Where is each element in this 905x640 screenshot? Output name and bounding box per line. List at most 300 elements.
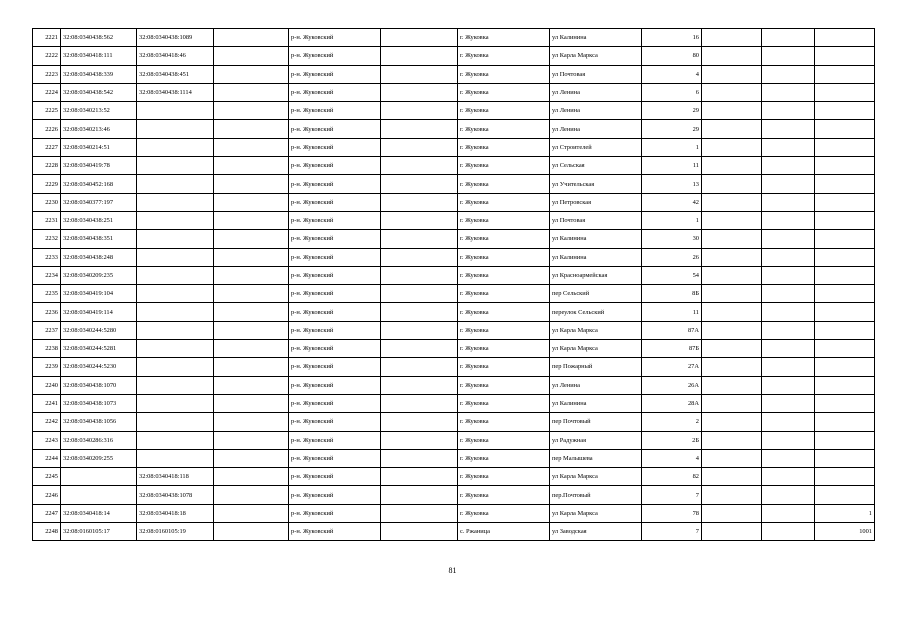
empty-cell <box>762 376 815 394</box>
district-cell: р-н. Жуковский <box>289 413 381 431</box>
locality-cell: г. Жуковка <box>458 394 550 412</box>
page-number: 81 <box>448 566 457 575</box>
table-body <box>33 29 875 541</box>
house-number-cell: 11 <box>642 157 702 175</box>
street-cell: ул Карла Маркса <box>550 47 642 65</box>
extra-value-cell <box>815 175 875 193</box>
empty-cell <box>214 285 289 303</box>
empty-cell <box>702 303 762 321</box>
empty-cell <box>381 175 458 193</box>
cadastral-number-cell: 32:08:0340209:235 <box>61 266 137 284</box>
empty-cell <box>762 211 815 229</box>
table-row <box>33 413 875 431</box>
empty-cell <box>214 504 289 522</box>
locality-cell: г. Жуковка <box>458 504 550 522</box>
empty-cell <box>762 523 815 541</box>
locality-cell: г. Жуковка <box>458 266 550 284</box>
empty-cell <box>214 431 289 449</box>
cadastral-number-cell: 32:08:0340419:78 <box>61 157 137 175</box>
street-cell: ул Красноармейская <box>550 266 642 284</box>
extra-value-cell: 1001 <box>815 523 875 541</box>
district-cell: р-н. Жуковский <box>289 29 381 47</box>
extra-value-cell <box>815 193 875 211</box>
extra-value-cell <box>815 321 875 339</box>
extra-value-cell <box>815 468 875 486</box>
parent-cadastral-number-cell <box>137 340 214 358</box>
table-row <box>33 468 875 486</box>
row-number-cell: 2240 <box>33 376 61 394</box>
cadastral-number-cell: 32:08:0340438:351 <box>61 230 137 248</box>
empty-cell <box>762 504 815 522</box>
empty-cell <box>702 211 762 229</box>
table-row <box>33 102 875 120</box>
extra-value-cell <box>815 230 875 248</box>
parent-cadastral-number-cell: 32:08:0160105:19 <box>137 523 214 541</box>
empty-cell <box>702 321 762 339</box>
house-number-cell: 29 <box>642 120 702 138</box>
empty-cell <box>214 157 289 175</box>
cadastral-number-cell: 32:08:0340438:1073 <box>61 394 137 412</box>
empty-cell <box>762 449 815 467</box>
extra-value-cell <box>815 65 875 83</box>
cadastral-number-cell: 32:08:0340438:251 <box>61 211 137 229</box>
row-number-cell: 2227 <box>33 138 61 156</box>
row-number-cell: 2246 <box>33 486 61 504</box>
row-number-cell: 2234 <box>33 266 61 284</box>
district-cell: р-н. Жуковский <box>289 340 381 358</box>
street-cell: переулок Сельский <box>550 303 642 321</box>
empty-cell <box>702 431 762 449</box>
empty-cell <box>214 175 289 193</box>
house-number-cell: 80 <box>642 47 702 65</box>
empty-cell <box>762 266 815 284</box>
empty-cell <box>762 358 815 376</box>
table-row <box>33 193 875 211</box>
street-cell: ул Калинина <box>550 29 642 47</box>
table-row <box>33 486 875 504</box>
street-cell: ул Почтовая <box>550 211 642 229</box>
district-cell: р-н. Жуковский <box>289 157 381 175</box>
house-number-cell: 26А <box>642 376 702 394</box>
street-cell: ул Карла Маркса <box>550 321 642 339</box>
house-number-cell: 4 <box>642 65 702 83</box>
empty-cell <box>702 266 762 284</box>
locality-cell: г. Жуковка <box>458 230 550 248</box>
street-cell: ул Карла Маркса <box>550 504 642 522</box>
table-row <box>33 394 875 412</box>
cadastral-number-cell: 32:08:0340213:46 <box>61 120 137 138</box>
empty-cell <box>214 523 289 541</box>
locality-cell: г. Жуковка <box>458 83 550 101</box>
table-row <box>33 303 875 321</box>
table-row <box>33 285 875 303</box>
row-number-cell: 2223 <box>33 65 61 83</box>
district-cell: р-н. Жуковский <box>289 285 381 303</box>
locality-cell: г. Жуковка <box>458 449 550 467</box>
parent-cadastral-number-cell <box>137 193 214 211</box>
locality-cell: г. Жуковка <box>458 47 550 65</box>
row-number-cell: 2241 <box>33 394 61 412</box>
street-cell: ул Ленина <box>550 376 642 394</box>
table-row <box>33 47 875 65</box>
street-cell: пер.Почтовый <box>550 486 642 504</box>
house-number-cell: 87Б <box>642 340 702 358</box>
empty-cell <box>214 193 289 211</box>
locality-cell: г. Жуковка <box>458 468 550 486</box>
district-cell: р-н. Жуковский <box>289 468 381 486</box>
house-number-cell: 82 <box>642 468 702 486</box>
parent-cadastral-number-cell <box>137 230 214 248</box>
extra-value-cell <box>815 376 875 394</box>
row-number-cell: 2236 <box>33 303 61 321</box>
parent-cadastral-number-cell <box>137 431 214 449</box>
district-cell: р-н. Жуковский <box>289 394 381 412</box>
empty-cell <box>762 120 815 138</box>
cadastral-number-cell: 32:08:0340438:248 <box>61 248 137 266</box>
row-number-cell: 2237 <box>33 321 61 339</box>
house-number-cell: 78 <box>642 504 702 522</box>
empty-cell <box>381 523 458 541</box>
row-number-cell: 2244 <box>33 449 61 467</box>
empty-cell <box>214 376 289 394</box>
empty-cell <box>762 65 815 83</box>
row-number-cell: 2226 <box>33 120 61 138</box>
empty-cell <box>381 230 458 248</box>
extra-value-cell <box>815 211 875 229</box>
parent-cadastral-number-cell <box>137 358 214 376</box>
empty-cell <box>762 486 815 504</box>
house-number-cell: 11 <box>642 303 702 321</box>
empty-cell <box>381 211 458 229</box>
house-number-cell: 6 <box>642 83 702 101</box>
street-cell: ул Радужная <box>550 431 642 449</box>
locality-cell: г. Жуковка <box>458 157 550 175</box>
cadastral-number-cell: 32:08:0340438:339 <box>61 65 137 83</box>
district-cell: р-н. Жуковский <box>289 523 381 541</box>
empty-cell <box>214 321 289 339</box>
locality-cell: г. Жуковка <box>458 211 550 229</box>
extra-value-cell <box>815 266 875 284</box>
empty-cell <box>214 65 289 83</box>
empty-cell <box>214 230 289 248</box>
table-row <box>33 248 875 266</box>
locality-cell: г. Жуковка <box>458 102 550 120</box>
extra-value-cell <box>815 285 875 303</box>
empty-cell <box>381 83 458 101</box>
extra-value-cell <box>815 340 875 358</box>
table-row <box>33 504 875 522</box>
house-number-cell: 29 <box>642 102 702 120</box>
empty-cell <box>381 248 458 266</box>
extra-value-cell <box>815 138 875 156</box>
empty-cell <box>214 358 289 376</box>
register-table <box>32 28 875 541</box>
cadastral-number-cell: 32:08:0340419:114 <box>61 303 137 321</box>
district-cell: р-н. Жуковский <box>289 486 381 504</box>
row-number-cell: 2235 <box>33 285 61 303</box>
row-number-cell: 2247 <box>33 504 61 522</box>
empty-cell <box>702 486 762 504</box>
extra-value-cell <box>815 47 875 65</box>
row-number-cell: 2224 <box>33 83 61 101</box>
empty-cell <box>381 358 458 376</box>
house-number-cell: 27А <box>642 358 702 376</box>
district-cell: р-н. Жуковский <box>289 47 381 65</box>
house-number-cell: 7 <box>642 523 702 541</box>
row-number-cell: 2232 <box>33 230 61 248</box>
locality-cell: г. Жуковка <box>458 248 550 266</box>
locality-cell: г. Жуковка <box>458 120 550 138</box>
parent-cadastral-number-cell: 32:08:0340418:46 <box>137 47 214 65</box>
locality-cell: г. Жуковка <box>458 358 550 376</box>
house-number-cell: 8Б <box>642 285 702 303</box>
empty-cell <box>214 138 289 156</box>
street-cell: ул Ленина <box>550 102 642 120</box>
table-row <box>33 29 875 47</box>
locality-cell: г. Жуковка <box>458 175 550 193</box>
empty-cell <box>762 321 815 339</box>
empty-cell <box>702 138 762 156</box>
district-cell: р-н. Жуковский <box>289 138 381 156</box>
empty-cell <box>381 120 458 138</box>
row-number-cell: 2248 <box>33 523 61 541</box>
empty-cell <box>214 83 289 101</box>
street-cell: пер Сельский <box>550 285 642 303</box>
house-number-cell: 54 <box>642 266 702 284</box>
district-cell: р-н. Жуковский <box>289 504 381 522</box>
table-row <box>33 120 875 138</box>
empty-cell <box>702 83 762 101</box>
empty-cell <box>762 138 815 156</box>
house-number-cell: 87А <box>642 321 702 339</box>
table-row <box>33 230 875 248</box>
house-number-cell: 2Б <box>642 431 702 449</box>
empty-cell <box>762 102 815 120</box>
table-row <box>33 211 875 229</box>
empty-cell <box>381 394 458 412</box>
parent-cadastral-number-cell <box>137 449 214 467</box>
cadastral-number-cell: 32:08:0340377:197 <box>61 193 137 211</box>
parent-cadastral-number-cell: 32:08:0340438:1089 <box>137 29 214 47</box>
row-number-cell: 2243 <box>33 431 61 449</box>
empty-cell <box>381 486 458 504</box>
empty-cell <box>214 303 289 321</box>
empty-cell <box>702 413 762 431</box>
street-cell: ул Заводская <box>550 523 642 541</box>
cadastral-number-cell: 32:08:0340213:52 <box>61 102 137 120</box>
empty-cell <box>702 248 762 266</box>
cadastral-number-cell: 32:08:0340419:104 <box>61 285 137 303</box>
extra-value-cell <box>815 303 875 321</box>
empty-cell <box>381 193 458 211</box>
empty-cell <box>762 83 815 101</box>
empty-cell <box>762 29 815 47</box>
empty-cell <box>762 230 815 248</box>
empty-cell <box>214 248 289 266</box>
cadastral-number-cell: 32:08:0340438:562 <box>61 29 137 47</box>
house-number-cell: 1 <box>642 138 702 156</box>
empty-cell <box>214 468 289 486</box>
house-number-cell: 1 <box>642 211 702 229</box>
empty-cell <box>702 47 762 65</box>
empty-cell <box>381 157 458 175</box>
locality-cell: г. Жуковка <box>458 138 550 156</box>
street-cell: ул Калинина <box>550 230 642 248</box>
row-number-cell: 2222 <box>33 47 61 65</box>
parent-cadastral-number-cell <box>137 157 214 175</box>
locality-cell: г. Жуковка <box>458 486 550 504</box>
cadastral-number-cell: 32:08:0340438:1070 <box>61 376 137 394</box>
empty-cell <box>702 376 762 394</box>
empty-cell <box>702 358 762 376</box>
empty-cell <box>381 468 458 486</box>
street-cell: ул Сельская <box>550 157 642 175</box>
empty-cell <box>381 449 458 467</box>
empty-cell <box>762 431 815 449</box>
empty-cell <box>381 65 458 83</box>
empty-cell <box>381 303 458 321</box>
locality-cell: г. Жуковка <box>458 321 550 339</box>
empty-cell <box>702 449 762 467</box>
locality-cell: г. Жуковка <box>458 431 550 449</box>
house-number-cell: 16 <box>642 29 702 47</box>
parent-cadastral-number-cell <box>137 248 214 266</box>
street-cell: ул Калинина <box>550 248 642 266</box>
parent-cadastral-number-cell <box>137 266 214 284</box>
table-row <box>33 175 875 193</box>
district-cell: р-н. Жуковский <box>289 321 381 339</box>
district-cell: р-н. Жуковский <box>289 230 381 248</box>
empty-cell <box>762 468 815 486</box>
empty-cell <box>702 523 762 541</box>
empty-cell <box>214 29 289 47</box>
street-cell: ул Строителей <box>550 138 642 156</box>
cadastral-number-cell: 32:08:0340286:316 <box>61 431 137 449</box>
cadastral-number-cell: 32:08:0340244:5280 <box>61 321 137 339</box>
cadastral-number-cell <box>61 468 137 486</box>
extra-value-cell <box>815 29 875 47</box>
row-number-cell: 2230 <box>33 193 61 211</box>
parent-cadastral-number-cell <box>137 394 214 412</box>
locality-cell: г. Жуковка <box>458 376 550 394</box>
locality-cell: г. Жуковка <box>458 29 550 47</box>
empty-cell <box>381 285 458 303</box>
house-number-cell: 30 <box>642 230 702 248</box>
empty-cell <box>702 175 762 193</box>
empty-cell <box>702 230 762 248</box>
empty-cell <box>702 285 762 303</box>
house-number-cell: 28А <box>642 394 702 412</box>
extra-value-cell <box>815 120 875 138</box>
extra-value-cell: 1 <box>815 504 875 522</box>
house-number-cell: 4 <box>642 449 702 467</box>
extra-value-cell <box>815 486 875 504</box>
street-cell: пер Малышева <box>550 449 642 467</box>
cadastral-number-cell: 32:08:0340214:51 <box>61 138 137 156</box>
empty-cell <box>762 175 815 193</box>
house-number-cell: 2 <box>642 413 702 431</box>
row-number-cell: 2245 <box>33 468 61 486</box>
table-row <box>33 321 875 339</box>
parent-cadastral-number-cell <box>137 175 214 193</box>
street-cell: ул Петровская <box>550 193 642 211</box>
empty-cell <box>381 340 458 358</box>
empty-cell <box>214 340 289 358</box>
empty-cell <box>381 138 458 156</box>
extra-value-cell <box>815 157 875 175</box>
district-cell: р-н. Жуковский <box>289 303 381 321</box>
cadastral-number-cell: 32:08:0340452:168 <box>61 175 137 193</box>
table-row <box>33 83 875 101</box>
empty-cell <box>214 102 289 120</box>
empty-cell <box>381 47 458 65</box>
row-number-cell: 2221 <box>33 29 61 47</box>
empty-cell <box>762 193 815 211</box>
empty-cell <box>762 47 815 65</box>
extra-value-cell <box>815 431 875 449</box>
empty-cell <box>762 413 815 431</box>
locality-cell: с. Ржаница <box>458 523 550 541</box>
parent-cadastral-number-cell <box>137 120 214 138</box>
empty-cell <box>702 29 762 47</box>
parent-cadastral-number-cell <box>137 303 214 321</box>
cadastral-number-cell <box>61 486 137 504</box>
empty-cell <box>214 211 289 229</box>
extra-value-cell <box>815 449 875 467</box>
table-row <box>33 157 875 175</box>
cadastral-number-cell: 32:08:0160105:17 <box>61 523 137 541</box>
street-cell: ул Калинина <box>550 394 642 412</box>
table-row <box>33 65 875 83</box>
row-number-cell: 2231 <box>33 211 61 229</box>
locality-cell: г. Жуковка <box>458 285 550 303</box>
house-number-cell: 26 <box>642 248 702 266</box>
row-number-cell: 2238 <box>33 340 61 358</box>
empty-cell <box>762 248 815 266</box>
cadastral-number-cell: 32:08:0340209:255 <box>61 449 137 467</box>
parent-cadastral-number-cell <box>137 413 214 431</box>
empty-cell <box>214 449 289 467</box>
table-row <box>33 340 875 358</box>
parent-cadastral-number-cell <box>137 376 214 394</box>
house-number-cell: 42 <box>642 193 702 211</box>
empty-cell <box>762 285 815 303</box>
table-row <box>33 523 875 541</box>
district-cell: р-н. Жуковский <box>289 102 381 120</box>
locality-cell: г. Жуковка <box>458 303 550 321</box>
empty-cell <box>702 504 762 522</box>
row-number-cell: 2229 <box>33 175 61 193</box>
parent-cadastral-number-cell <box>137 211 214 229</box>
parent-cadastral-number-cell: 32:08:0340418:18 <box>137 504 214 522</box>
empty-cell <box>214 120 289 138</box>
empty-cell <box>381 321 458 339</box>
locality-cell: г. Жуковка <box>458 65 550 83</box>
district-cell: р-н. Жуковский <box>289 449 381 467</box>
street-cell: ул Ленина <box>550 120 642 138</box>
locality-cell: г. Жуковка <box>458 193 550 211</box>
empty-cell <box>214 486 289 504</box>
cadastral-number-cell: 32:08:0340438:1056 <box>61 413 137 431</box>
empty-cell <box>214 413 289 431</box>
locality-cell: г. Жуковка <box>458 413 550 431</box>
cadastral-number-cell: 32:08:0340418:14 <box>61 504 137 522</box>
extra-value-cell <box>815 394 875 412</box>
district-cell: р-н. Жуковский <box>289 120 381 138</box>
district-cell: р-н. Жуковский <box>289 358 381 376</box>
empty-cell <box>381 266 458 284</box>
empty-cell <box>762 394 815 412</box>
